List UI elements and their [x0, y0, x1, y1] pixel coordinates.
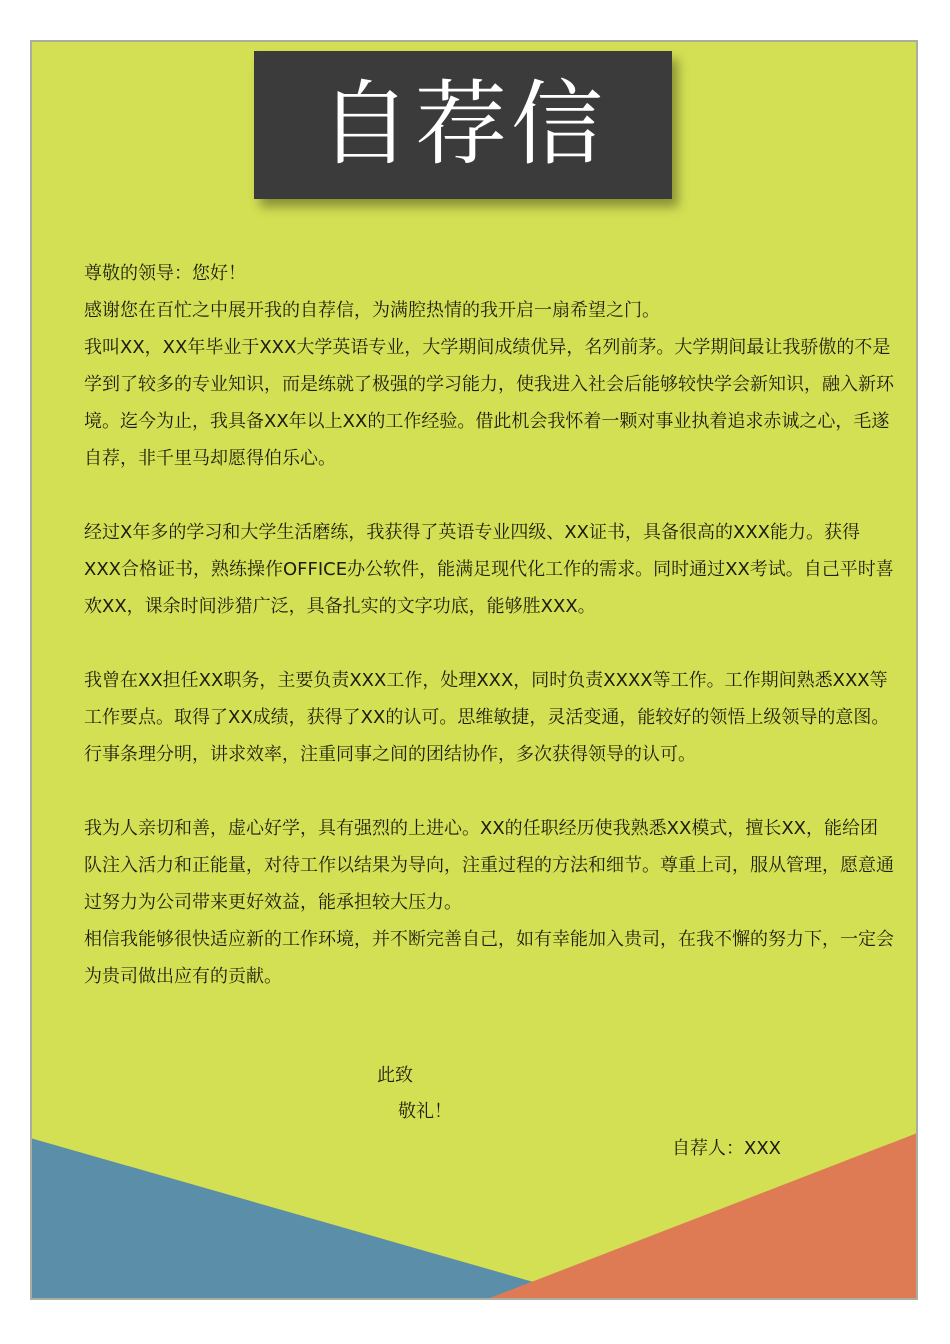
letter-body	[84, 255, 894, 995]
paragraph-gap	[84, 477, 894, 514]
paragraph-education: 经过X年多的学习和大学生活磨练，我获得了英语专业四级、XX证书，具备很高的XXX能力。获得XXX合格证书，熟练操作OFFICE办公软件，能满足现代化工作的需求。同时通过XX考试。自己平时喜欢XX，课余时间涉猎广泛，具备扎实的文字功底，能够胜XXX。	[84, 522, 894, 617]
letter-page	[30, 40, 918, 1300]
signature: 自荐人：XXX	[672, 1138, 781, 1159]
title-banner	[254, 51, 672, 199]
blue-corner-shape	[32, 1139, 589, 1298]
closing-line1: 此致	[377, 1065, 413, 1086]
paragraph-experience: 我曾在XX担任XX职务，主要负责XXX工作，处理XXX，同时负责XXXX等工作。工作期间熟悉XXX等工作要点。取得了XX成绩，获得了XX的认可。思维敏捷，灵活变通，能较好的领悟上级领导的意图。行事条理分明，讲求效率，注重同事之间的团结协作，多次获得领导的认可。	[84, 670, 890, 765]
paragraph-intro: 感谢您在百忙之中展开我的自荐信，为满腔热情的我开启一扇希望之门。 我叫XX，XX年毕业于XXX大学英语专业，大学期间成绩优异，名列前茅。大学期间最让我骄傲的不是学到了较多的专业知识，而是练就了极强的学习能力，使我进入社会后能够较快学会新知识，融入新环境。迄今为止，我具备XX年以上XX的工作经验。借此机会我怀着一颗对事业执着追求赤诚之心，毛遂自荐，非千里马却愿得伯乐心。	[84, 300, 894, 469]
paragraph-gap	[84, 773, 894, 810]
closing-line2: 敬礼！	[398, 1101, 452, 1122]
salutation: 尊敬的领导：您好！	[84, 263, 246, 284]
paragraph-gap	[84, 625, 894, 662]
page-title: 自荐信	[318, 71, 607, 178]
paragraph-personality: 我为人亲切和善，虚心好学，具有强烈的上进心。XX的任职经历使我熟悉XX模式，擅长XX，能给团队注入活力和正能量，对待工作以结果为导向，注重过程的方法和细节。尊重上司，服从管理，愿意通过努力为公司带来更好效益，能承担较大压力。 相信我能够很快适应新的工作环境，并不断完善自己，如有幸能加入贵司，在我不懈的努力下，一定会为贵司做出应有的贡献。	[84, 818, 894, 987]
